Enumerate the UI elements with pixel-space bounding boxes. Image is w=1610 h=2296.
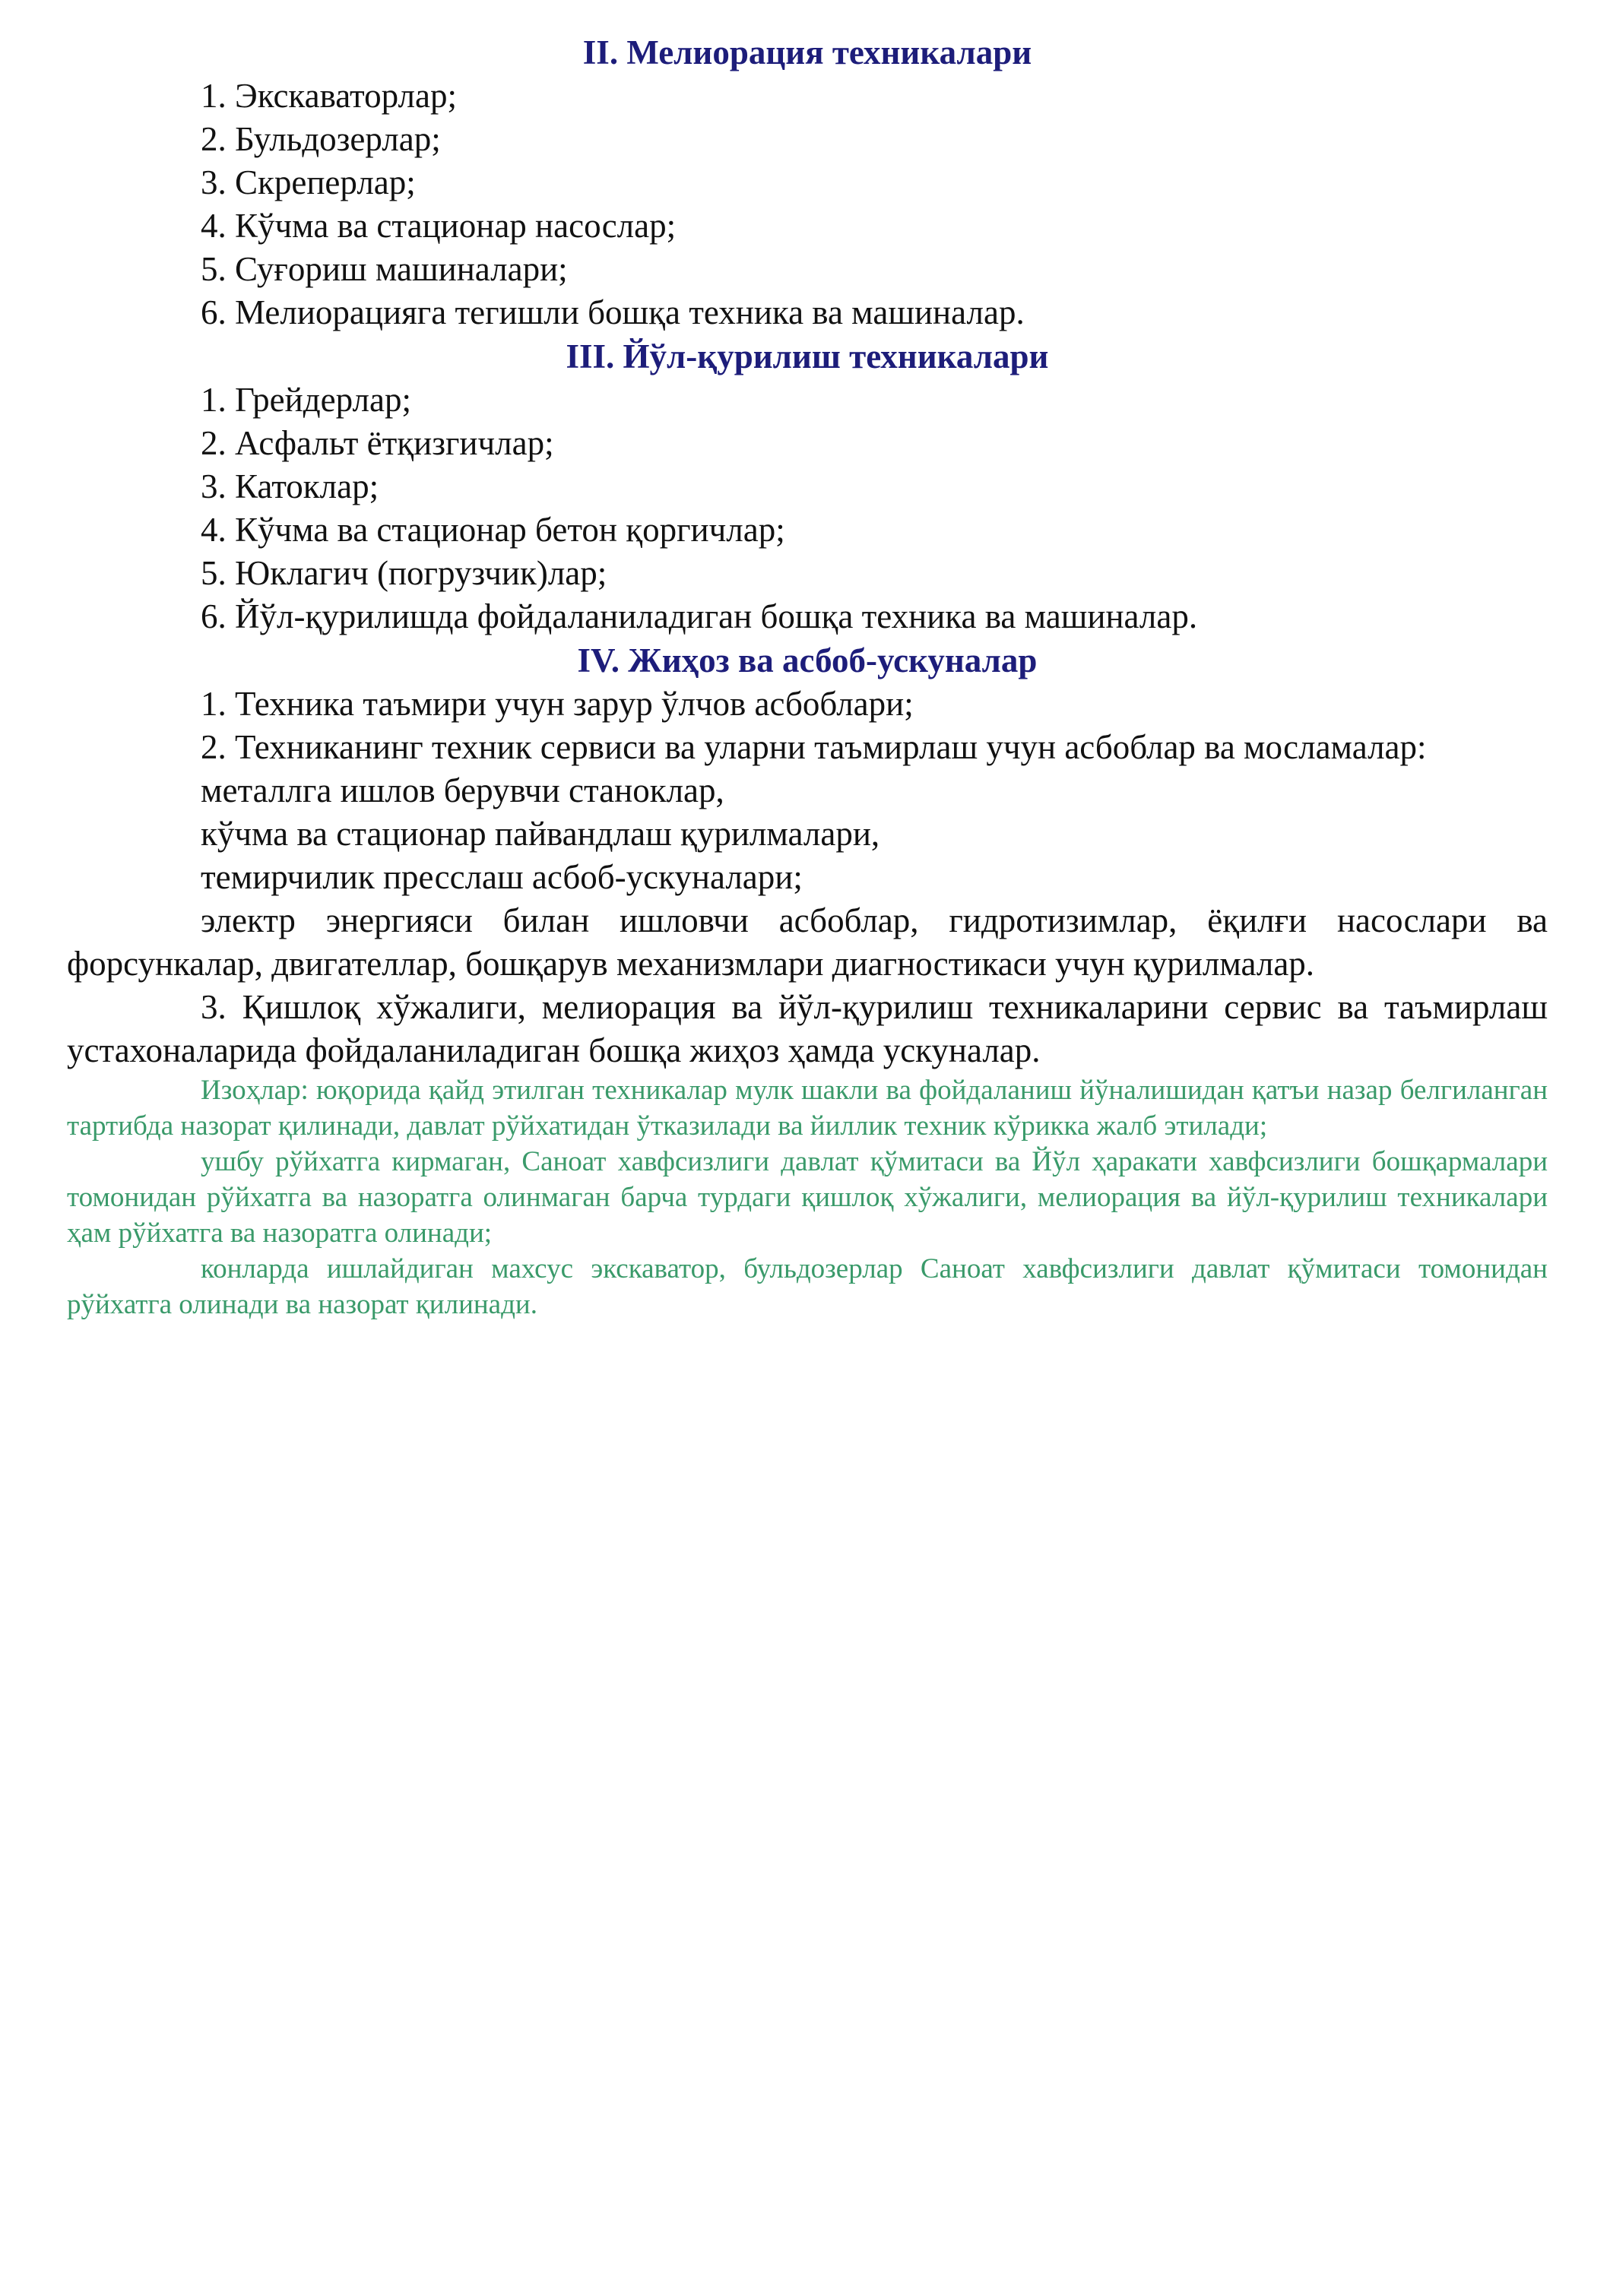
document-content [67,30,1548,1322]
note-paragraph: Изоҳлар: юқорида қайд этилган техникалар мулк шакли ва фойдаланиш йўналишидан қатъи назар белгиланган тартибда назорат қилинади, давлат рўйхатидан ўтказилади ва йиллик техник кўрикка жалб этилади; [67,1075,1548,1142]
list-item: 5. Суғориш машиналари; [201,250,568,288]
list-item: 3. Катоклар; [201,467,379,505]
section-2-list [67,74,1548,334]
section-3-list [67,378,1548,638]
sub-item: кўчма ва стационар пайвандлаш қурилмалари, [201,815,880,853]
note-paragraph: ушбу рўйхатга кирмаган, Саноат хавфсизлиги давлат қўмитаси ва Йўл ҳаракати хавфсизлиги бошқармалари томонидан рўйхатга ва назоратга олинмаган барча турдаги қишлоқ хўжалиги, мелиорация ва йўл-қурилиш техникалари ҳам рўйхатга ва назоратга олинади; [67,1146,1548,1249]
sub-item-paragraph: электр энергияси билан ишловчи асбоблар, гидротизимлар, ёқилғи насослари ва форсункалар, двигателлар, бошқарув механизмлари диагностикаси учун қурилмалар. [67,901,1548,983]
list-item: 6. Мелиорацияга тегишли бошқа техника ва машиналар. [201,293,1025,331]
list-item: 3. Скреперлар; [201,163,416,201]
note-paragraph: конларда ишлайдиган махсус экскаватор, бульдозерлар Саноат хавфсизлиги давлат қўмитаси томонидан рўйхатга олинади ва назорат қилинади. [67,1253,1548,1320]
list-item: 2. Бульдозерлар; [201,120,441,158]
section-4-list [67,682,1548,1072]
list-item: 1. Техника таъмири учун зарур ўлчов асбоблари; [201,685,914,723]
list-item-paragraph: 3. Қишлоқ хўжалиги, мелиорация ва йўл-қурилиш техникаларини сервис ва таъмирлаш устахоналарида фойдаланиладиган бошқа жиҳоз ҳамда ускуналар. [67,988,1548,1069]
list-item: 4. Кўчма ва стационар бетон қоргичлар; [201,511,785,549]
section-4-heading: IV. Жиҳоз ва асбоб-ускуналар [577,641,1038,679]
list-item: 2. Техниканинг техник сервиси ва уларни таъмирлаш учун асбоблар ва мосламалар: [201,728,1427,766]
section-3-heading: III. Йўл-қурилиш техникалари [566,337,1049,375]
sub-item: темирчилик пресслаш асбоб-ускуналари; [201,858,803,896]
notes-block [67,1072,1548,1322]
sub-item: металлга ишлов берувчи станоклар, [201,771,724,809]
list-item: 2. Асфальт ётқизгичлар; [201,424,554,462]
list-item: 6. Йўл-қурилишда фойдаланиладиган бошқа техника ва машиналар. [201,597,1198,635]
list-item: 1. Грейдерлар; [201,381,411,419]
list-item: 5. Юклагич (погрузчик)лар; [201,554,607,592]
list-item: 1. Экскаваторлар; [201,77,457,115]
list-item: 4. Кўчма ва стационар насослар; [201,207,677,245]
section-2-heading: II. Мелиорация техникалари [582,33,1032,71]
